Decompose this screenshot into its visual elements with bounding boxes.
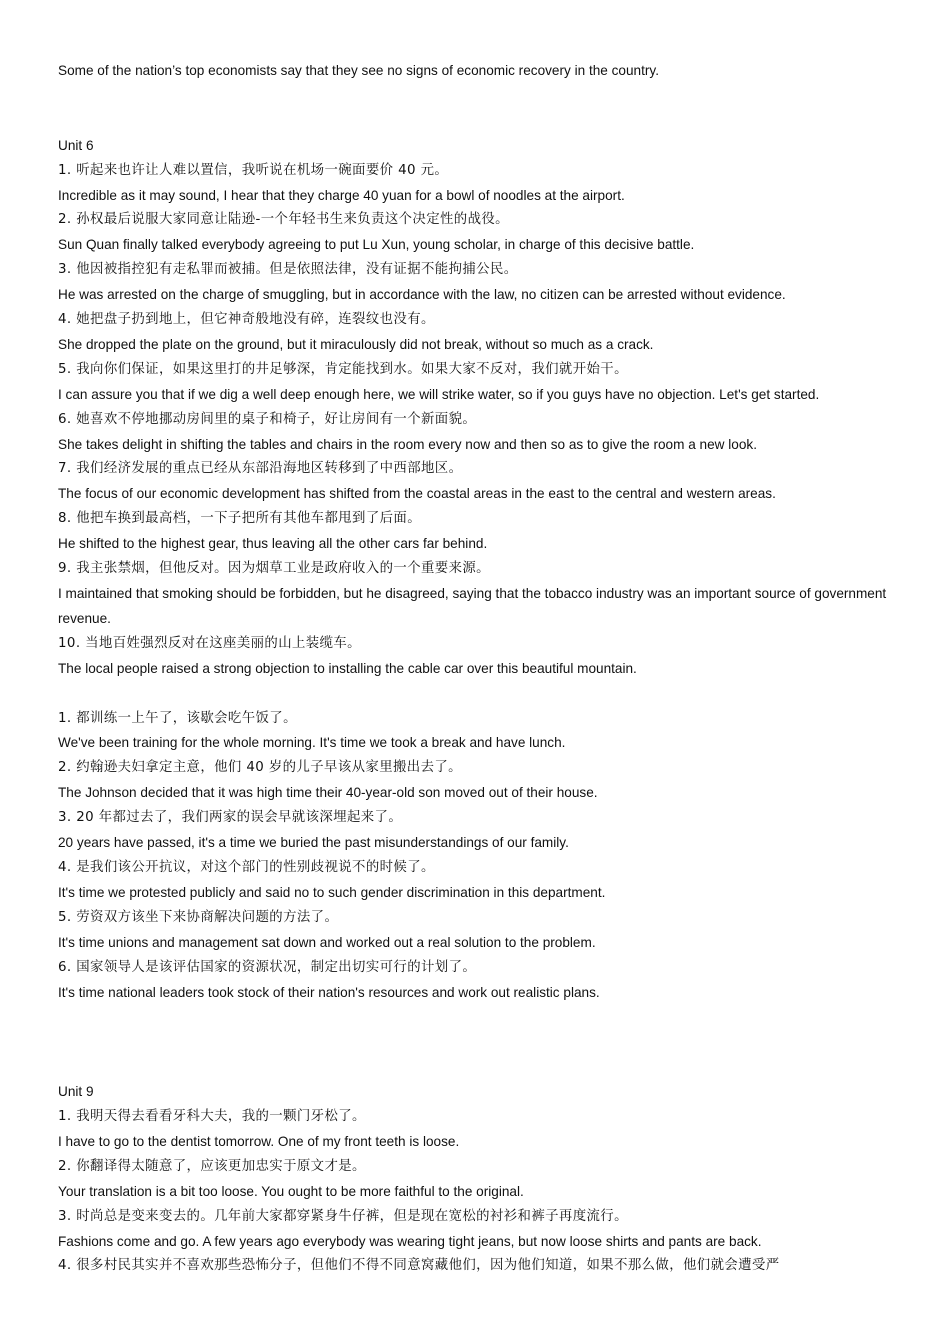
document-page [58, 59, 898, 1279]
intro-sentence: Some of the nation’s top economists say that they see no signs of economic recovery in the country. [58, 63, 659, 78]
chinese-sentence: 7. 我们经济发展的重点已经从东部沿海地区转移到了中西部地区。 [58, 461, 463, 477]
english-translation: 20 years have passed, it's a time we buried the past misunderstandings of our family. [58, 835, 569, 851]
chinese-sentence: 1. 我明天得去看看牙科大夫，我的一颗门牙松了。 [58, 1109, 366, 1124]
english-translation: He was arrested on the charge of smuggling, but in accordance with the law, no citizen can be arrested without evidence. [58, 287, 786, 303]
chinese-sentence: 4. 她把盘子扔到地上，但它神奇般地没有碎，连裂纹也没有。 [58, 312, 435, 328]
its-time-section [58, 707, 898, 1006]
unit-heading: Unit 6 [58, 137, 94, 153]
english-translation: He shifted to the highest gear, thus leaving all the other cars far behind. [58, 536, 488, 552]
spacer [58, 84, 898, 134]
chinese-sentence: 5. 我向你们保证，如果这里打的井足够深，肯定能找到水。如果大家不反对，我们就开始干。 [58, 361, 628, 377]
unit-6-section [58, 134, 898, 682]
english-translation: She takes delight in shifting the tables and chairs in the room every now and then so as to give the room a new look. [58, 436, 757, 452]
chinese-sentence: 4. 是我们该公开抗议，对这个部门的性别歧视说不的时候了。 [58, 859, 435, 875]
english-translation: The local people raised a strong objection to installing the cable car over this beautiful mountain. [58, 660, 637, 676]
spacer [58, 1005, 898, 1080]
spacer [58, 682, 898, 707]
chinese-sentence: 2. 你翻译得太随意了，应该更加忠实于原文才是。 [58, 1158, 366, 1174]
english-translation: It's time national leaders took stock of their nation's resources and work out realistic plans. [58, 984, 600, 1000]
english-translation: Sun Quan finally talked everybody agreeing to put Lu Xun, young scholar, in charge of this decisive battle. [58, 237, 695, 253]
english-translation: The focus of our economic development has shifted from the coastal areas in the east to the central and western areas. [58, 486, 776, 502]
chinese-sentence: 2. 孙权最后说服大家同意让陆逊-一个年轻书生来负责这个决定性的战役。 [58, 212, 509, 228]
chinese-sentence: 2. 约翰逊夫妇拿定主意，他们 40 岁的儿子早该从家里搬出去了。 [58, 760, 462, 776]
unit-9-section [58, 1080, 898, 1279]
english-translation: The Johnson decided that it was high time their 40-year-old son moved out of their house. [58, 785, 598, 801]
english-translation: It's time unions and management sat down and worked out a real solution to the problem. [58, 934, 596, 950]
english-translation: It's time we protested publicly and said no to such gender discrimination in this department. [58, 884, 606, 900]
english-translation: I maintained that smoking should be forbidden, but he disagreed, saying that the tobacco industry was an important source of government revenue. [58, 586, 887, 626]
chinese-sentence: 9. 我主张禁烟，但他反对。因为烟草工业是政府收入的一个重要来源。 [58, 561, 490, 577]
chinese-sentence: 8. 他把车换到最高档，一下子把所有其他车都甩到了后面。 [58, 511, 421, 527]
chinese-sentence: 6. 她喜欢不停地挪动房间里的桌子和椅子，好让房间有一个新面貌。 [58, 411, 477, 427]
english-translation: I can assure you that if we dig a well deep enough here, we will strike water, so if you guys have no objection. Let's get started. [58, 386, 820, 402]
english-translation: Incredible as it may sound, I hear that they charge 40 yuan for a bowl of noodles at the airport. [58, 187, 625, 203]
chinese-sentence: 10. 当地百姓强烈反对在这座美丽的山上装缆车。 [58, 635, 361, 651]
unit-heading: Unit 9 [58, 1084, 94, 1100]
english-translation: I have to go to the dentist tomorrow. One of my front teeth is loose. [58, 1133, 460, 1149]
english-translation: Your translation is a bit too loose. You ought to be more faithful to the original. [58, 1183, 524, 1199]
english-translation: She dropped the plate on the ground, but it miraculously did not break, without so much as a crack. [58, 336, 654, 352]
chinese-sentence: 3. 20 年都过去了，我们两家的误会早就该深埋起来了。 [58, 810, 403, 826]
english-translation: Fashions come and go. A few years ago everybody was wearing tight jeans, but now loose shirts and pants are back. [58, 1233, 762, 1249]
chinese-sentence: 6. 国家领导人是该评估国家的资源状况，制定出切实可行的计划了。 [58, 959, 477, 975]
chinese-sentence: 5. 劳资双方该坐下来协商解决问题的方法了。 [58, 909, 339, 925]
english-translation: We've been training for the whole morning. It's time we took a break and have lunch. [58, 735, 566, 751]
chinese-sentence: 1. 听起来也许让人难以置信，我听说在机场一碗面要价 40 元。 [58, 162, 449, 178]
chinese-sentence: 4. 很多村民其实并不喜欢那些恐怖分子，但他们不得不同意窝藏他们，因为他们知道，如果不那么做，他们就会遭受严 [58, 1258, 780, 1274]
chinese-sentence: 3. 他因被指控犯有走私罪而被捕。但是依照法律，没有证据不能拘捕公民。 [58, 262, 518, 278]
chinese-sentence: 3. 时尚总是变来变去的。几年前大家都穿紧身牛仔裤，但是现在宽松的衬衫和裤子再度流行。 [58, 1208, 628, 1224]
chinese-sentence: 1. 都训练一上午了，该歇会吃午饭了。 [58, 710, 297, 726]
